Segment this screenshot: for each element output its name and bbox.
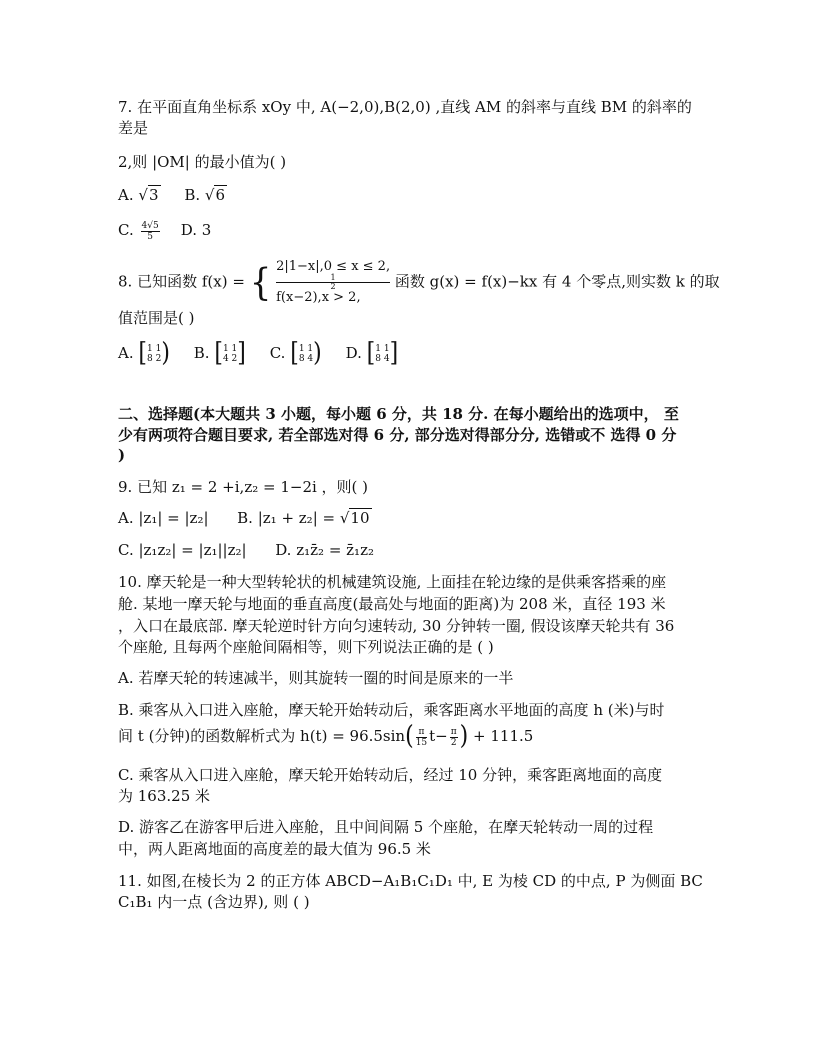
q10-option-b-formula-mid: t− [429,727,448,745]
q7-option-b-radicand: 6 [215,186,226,204]
q8-case2: f(x−2),x > 2, [276,290,361,305]
q10-stem-line2: 舱. 某地一摩天轮与地面的垂直高度(最高处与地面的距离)为 208 米，直径 193 米 [118,595,666,613]
q8-option-a [118,338,175,369]
q10-option-a: A. 若摩天轮的转速减半，则其旋转一圈的时间是原来的一半 [118,669,514,687]
q8-option-c-open: [ [290,338,299,369]
q8-option-b-top: 1 1 [222,344,238,354]
q8-option-b-open: [ [214,338,223,369]
q10-option-b-frac2-den: 2 [450,737,457,748]
q8-option-d-top: 1 1 [375,344,390,354]
q8-option-c [269,338,327,369]
q10-option-b-formula-pre: 间 t (分钟)的函数解析式为 h(t) = 96.5sin [118,727,406,745]
q8-stem-line1 [118,260,720,305]
q8-piecewise-cases [276,260,390,305]
q7-options-ab [118,185,227,205]
q7-option-a-sqrt: √3 [138,186,159,204]
q8-option-c-bottom: 8 4 [298,354,314,364]
q10-option-b-frac1-den: 15 [415,737,428,748]
q9-options-ab [118,508,372,528]
q9-option-b-radicand: 10 [350,509,370,527]
q8-option-b [193,338,251,369]
q8-case1: 2|1−x|,0 ≤ x ≤ 2, [276,259,391,274]
q10-stem-line4: 个座舱, 且每两个座舱间隔相等，则下列说法正确的是 ( ) [118,638,494,656]
q8-option-c-close: ) [313,338,322,369]
q10-option-d-line1: D. 游客乙在游客甲后进入座舱，且中间间隔 5 个座舱，在摩天轮转动一周的过程 [118,818,654,836]
q10-option-b-line1: B. 乘客从入口进入座舱，摩天轮开始转动后，乘客距离水平地面的高度 h (米)与时 [118,701,665,719]
q8-option-c-label: C. [269,344,286,362]
q8-option-b-label: B. [193,344,210,362]
q7-option-c-denominator: 5 [147,231,153,242]
q7-option-a-label: A. [118,186,134,204]
q8-option-c-interval [299,344,313,364]
q8-option-d-open: [ [366,338,376,369]
q9-options-cd [118,540,374,560]
q9-option-d: D. z₁z̄₂ = z̄₁z₂ [275,541,374,559]
q8-option-a-label: A. [118,344,134,362]
q9-option-b-pre: B. |z₁ + z₂| = [237,509,340,527]
q7-option-c-label: C. [118,221,134,239]
q7-option-b-label: B. [184,186,201,204]
q9-option-b-sqrt: √10 [339,509,370,527]
q8-option-d-label: D. [345,344,362,362]
q7-option-a-radicand: 3 [148,186,159,204]
q10-option-b-line2 [118,721,534,752]
section2-heading-line1: 二、选择题(本大题共 3 小题，每小题 6 分，共 18 分. 在每小题给出的选项中， 至 [118,405,679,423]
q10-option-b-formula-post: + 111.5 [468,727,534,745]
q8-case2-fraction [276,274,390,291]
q8-option-c-top: 1 1 [298,344,314,354]
q10-option-d-line2: 中，两人距离地面的高度差的最大值为 96.5 米 [118,840,431,858]
q8-option-b-close: ] [237,338,246,369]
q10-option-b-frac2-num: π [450,726,457,737]
section2-heading-line2: 少有两项符合题目要求, 若全部选对得 6 分, 部分选对得部分分, 选错或不 选得 0 分 [118,426,677,444]
q8-stem-line2: 值范围是( ) [118,309,195,327]
q10-option-c-line1: C. 乘客从入口进入座舱，摩天轮开始转动后，经过 10 分钟，乘客距离地面的高度 [118,766,663,784]
q10-option-b-frac2 [450,727,458,748]
q7-options-cd [118,220,211,242]
q10-stem-line1: 10. 摩天轮是一种大型转轮状的机械建筑设施, 上面挂在轮边缘的是供乘客搭乘的座 [118,573,667,591]
q8-case2-denominator: 2 [330,282,336,291]
q7-stem-line2: 差是 [118,119,149,137]
q8-option-d-interval [375,344,389,364]
q7-stem-line3: 2,则 |OM| 的最小值为( ) [118,153,287,171]
q8-stem-pre: 8. 已知函数 f(x) = [118,272,245,291]
section2-heading-line3: ) [118,446,126,464]
q8-stem-post: 函数 g(x) = f(x)−kx 有 4 个零点,则实数 k 的取 [394,272,720,291]
q7-stem-line1: 7. 在平面直角坐标系 xOy 中, A(−2,0),B(2,0) ,直线 AM 的斜率与直线 BM 的斜率的 [118,98,692,116]
q10-option-b-frac1-num: π [416,727,427,738]
q7-option-b-sqrt: √6 [204,186,226,204]
q10-stem-line3: ，入口在最底部. 摩天轮逆时针方向匀速转动, 30 分钟转一圈, 假设该摩天轮共有 36 [118,617,675,635]
q8-option-b-interval [223,344,237,364]
q9-stem: 9. 已知 z₁ = 2 +i,z₂ = 1−2i ，则( ) [118,478,369,496]
q8-option-d-bottom: 8 4 [375,354,390,364]
q8-option-a-bottom: 8 2 [146,354,162,364]
q8-option-b-bottom: 4 2 [222,354,238,364]
q8-piecewise-brace: { [249,260,272,305]
q8-option-a-interval [147,344,161,364]
q8-case2-wrap [276,274,390,305]
q10-option-c-line2: 为 163.25 米 [118,787,211,805]
q11-stem-line2: C₁B₁ 内一点 (含边界), 则 ( ) [118,893,310,911]
q9-option-a: A. |z₁| = |z₂| [118,509,209,527]
q10-option-b-paren-open: ( [405,721,414,752]
q7-option-c-numerator: 4√5 [141,220,159,231]
q8-option-a-top: 1 1 [146,344,162,354]
q8-case2-numerator: 1 [276,274,390,283]
q7-option-c-fraction [141,221,160,242]
q10-option-b-paren-close: ) [459,721,469,752]
q9-option-c: C. |z₁z₂| = |z₁||z₂| [118,541,247,559]
q8-option-d-close: ] [389,338,399,369]
q8-option-d [345,338,399,369]
q8-option-a-open: [ [138,338,147,369]
q8-option-a-close: ) [161,338,170,369]
q10-option-b-frac1 [416,727,427,748]
q11-stem-line1: 11. 如图,在棱长为 2 的正方体 ABCD−A₁B₁C₁D₁ 中, E 为棱 CD 的中点, P 为侧面 BC [118,872,703,890]
q7-option-d: D. 3 [180,221,212,239]
q8-options [118,338,399,369]
